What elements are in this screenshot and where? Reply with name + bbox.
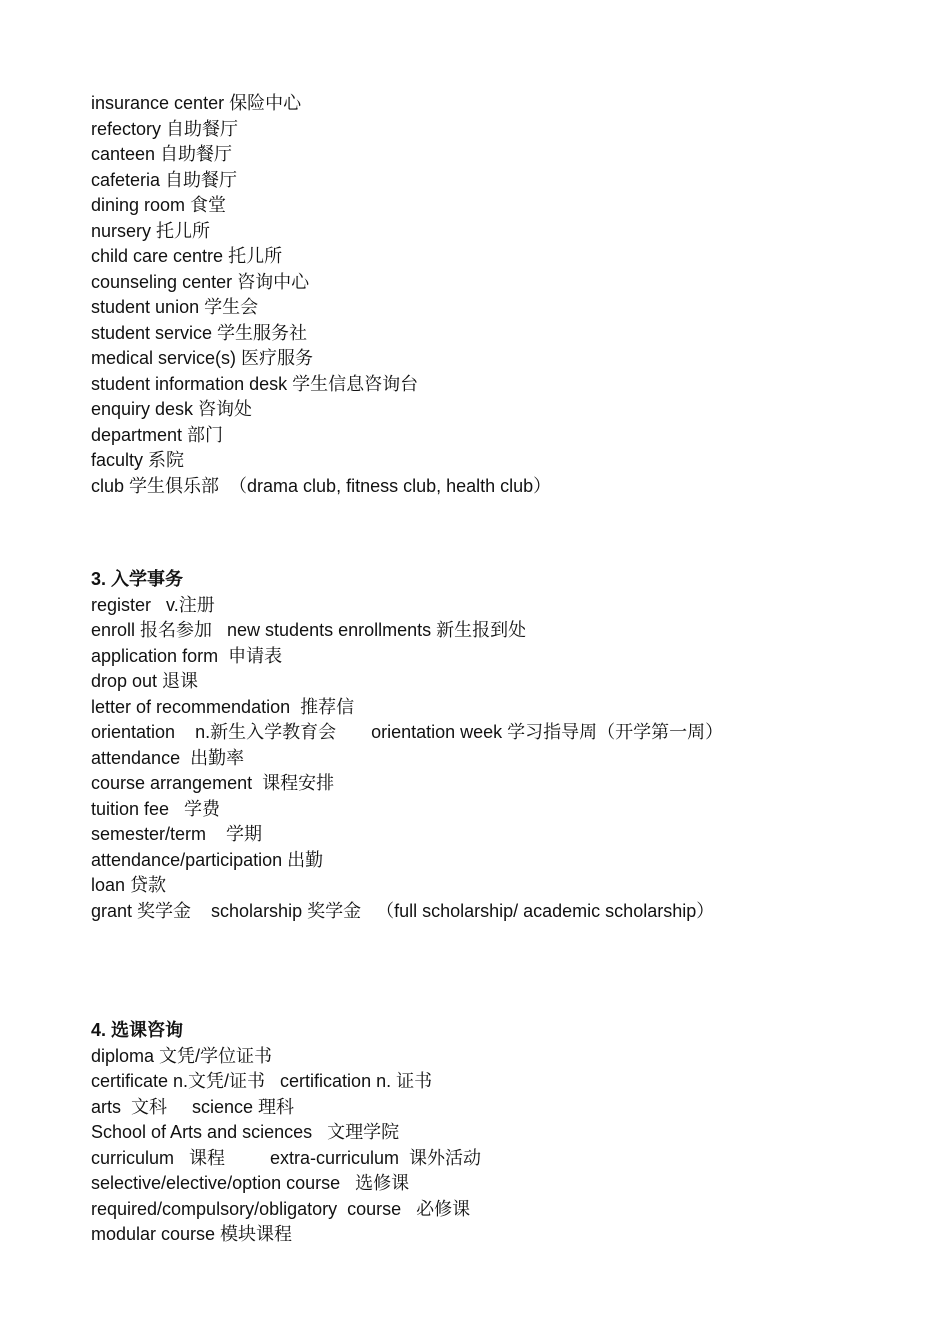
vocab-line: loan 贷款 bbox=[91, 875, 167, 895]
vocab-line: student union 学生会 bbox=[91, 297, 259, 317]
vocab-line: selective/elective/option course 选修课 bbox=[91, 1173, 410, 1193]
vocab-line: grant 奖学金 scholarship 奖学金 （full scholarship/ academic scholarship） bbox=[91, 900, 715, 921]
course-selection-section bbox=[91, 1018, 911, 1248]
vocab-line: curriculum 课程 extra-curriculum 课外活动 bbox=[91, 1147, 482, 1168]
vocab-line: arts 文科 science 理科 bbox=[91, 1096, 295, 1117]
vocab-line: course arrangement 课程安排 bbox=[91, 773, 335, 793]
vocab-line: modular course 模块课程 bbox=[91, 1224, 293, 1244]
vocab-line: School of Arts and sciences 文理学院 bbox=[91, 1122, 400, 1142]
vocab-line: child care centre 托儿所 bbox=[91, 246, 283, 266]
vocab-line: student service 学生服务社 bbox=[91, 322, 308, 343]
vocab-line: orientation n.新生入学教育会 orientation week 学习指导周（开学第一周） bbox=[91, 722, 724, 742]
vocab-line: drop out 退课 bbox=[91, 671, 199, 691]
vocab-line: refectory 自助餐厅 bbox=[91, 118, 239, 139]
vocab-line: dining room 食堂 bbox=[91, 195, 227, 215]
enrollment-section bbox=[91, 567, 911, 924]
vocab-line: diploma 文凭/学位证书 bbox=[91, 1045, 273, 1066]
vocab-line: student information desk 学生信息咨询台 bbox=[91, 373, 419, 394]
vocab-line: enquiry desk 咨询处 bbox=[91, 399, 253, 419]
section-heading: 4. 选课咨询 bbox=[91, 1020, 184, 1040]
vocab-line: insurance center 保险中心 bbox=[91, 93, 302, 113]
vocab-line: required/compulsory/obligatory course 必修课 bbox=[91, 1198, 471, 1219]
vocab-line: register v.注册 bbox=[91, 594, 215, 615]
vocab-line: department 部门 bbox=[91, 424, 224, 445]
vocab-line: faculty 系院 bbox=[91, 450, 185, 470]
vocab-line: tuition fee 学费 bbox=[91, 798, 221, 819]
vocab-line: club 学生俱乐部 （drama club, fitness club, health club） bbox=[91, 475, 552, 496]
vocab-line: letter of recommendation 推荐信 bbox=[91, 696, 355, 717]
vocab-line: semester/term 学期 bbox=[91, 824, 263, 844]
section-heading: 3. 入学事务 bbox=[91, 569, 184, 589]
vocab-line: medical service(s) 医疗服务 bbox=[91, 348, 314, 368]
section-spacer bbox=[91, 499, 911, 567]
vocab-line: canteen 自助餐厅 bbox=[91, 144, 233, 164]
vocab-line: certificate n.文凭/证书 certification n. 证书 bbox=[91, 1071, 433, 1091]
vocab-line: cafeteria 自助餐厅 bbox=[91, 169, 238, 190]
campus-vocabulary-list bbox=[91, 91, 911, 499]
vocab-line: attendance/participation 出勤 bbox=[91, 849, 324, 870]
document-page bbox=[91, 91, 911, 1248]
vocab-line: nursery 托儿所 bbox=[91, 220, 211, 241]
vocab-line: attendance 出勤率 bbox=[91, 747, 245, 768]
vocab-line: application form 申请表 bbox=[91, 645, 283, 666]
vocab-line: enroll 报名参加 new students enrollments 新生报到处 bbox=[91, 620, 527, 640]
section-spacer bbox=[91, 924, 911, 1018]
vocab-line: counseling center 咨询中心 bbox=[91, 271, 310, 292]
